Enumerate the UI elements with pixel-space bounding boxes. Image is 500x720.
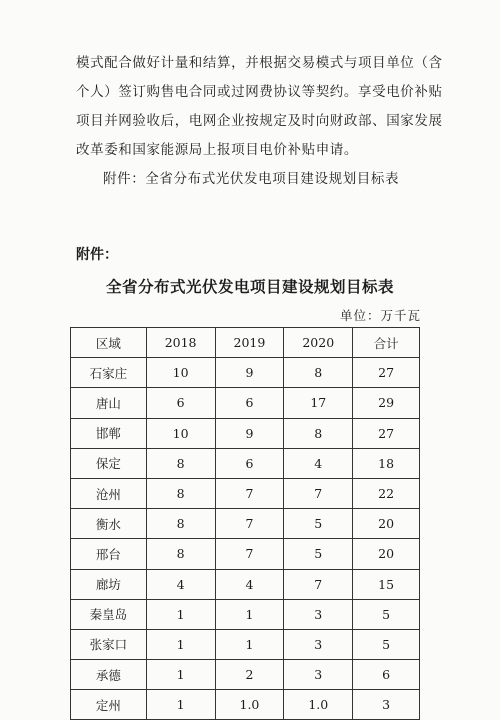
- table-row: [71, 418, 420, 448]
- table-row: [71, 358, 420, 388]
- table-cell: 22: [353, 478, 420, 508]
- table-cell: 4: [146, 569, 215, 599]
- table-cell: 7: [215, 509, 284, 539]
- table-cell: 1: [215, 599, 284, 629]
- table-cell: 1: [146, 690, 215, 720]
- table-cell: 5: [353, 599, 420, 629]
- table-cell: 8: [146, 509, 215, 539]
- table-row: [71, 448, 420, 478]
- table-cell: 9: [215, 418, 284, 448]
- paragraph-line: 项目并网验收后，电网企业按规定及时向财政部、国家发展: [76, 113, 443, 129]
- column-header: 2018: [146, 328, 215, 358]
- table-cell: 6: [215, 448, 284, 478]
- table-cell: 20: [353, 539, 420, 569]
- region-cell: 衡水: [71, 509, 147, 539]
- region-cell: 保定: [71, 448, 147, 478]
- region-cell: 邢台: [71, 539, 147, 569]
- table-cell: 15: [353, 569, 420, 599]
- table-row: [71, 539, 420, 569]
- table-cell: 27: [353, 418, 420, 448]
- table-cell: 27: [353, 358, 420, 388]
- attachment-note: 附件：全省分布式光伏发电项目建设规划目标表: [103, 171, 400, 187]
- table-cell: 8: [146, 448, 215, 478]
- region-cell: 唐山: [71, 388, 147, 418]
- table-row: [71, 478, 420, 508]
- table-cell: 5: [284, 509, 353, 539]
- table-row: [71, 690, 420, 720]
- body-paragraph: [76, 49, 448, 194]
- column-header: 合计: [353, 328, 420, 358]
- region-cell: 承德: [71, 660, 147, 690]
- table-row: [71, 509, 420, 539]
- table-body: [71, 358, 420, 720]
- table-cell: 1: [215, 629, 284, 659]
- table-cell: 3: [353, 690, 420, 720]
- table-cell: 1.0: [284, 690, 353, 720]
- table-cell: 7: [215, 478, 284, 508]
- table-row: [71, 388, 420, 418]
- plan-table: [70, 327, 420, 720]
- table-cell: 8: [284, 358, 353, 388]
- table-cell: 1: [146, 660, 215, 690]
- table-cell: 6: [215, 388, 284, 418]
- table-cell: 8: [146, 539, 215, 569]
- column-header: 2020: [284, 328, 353, 358]
- table-cell: 18: [353, 448, 420, 478]
- table-cell: 7: [215, 539, 284, 569]
- table-cell: 29: [353, 388, 420, 418]
- table-cell: 2: [215, 660, 284, 690]
- region-cell: 邯郸: [71, 418, 147, 448]
- attachment-heading: 附件：: [76, 247, 118, 263]
- column-header: 区域: [71, 328, 147, 358]
- region-cell: 沧州: [71, 478, 147, 508]
- table-cell: 17: [284, 388, 353, 418]
- table-cell: 20: [353, 509, 420, 539]
- table-title: 全省分布式光伏发电项目建设规划目标表: [105, 277, 394, 296]
- table-row: [71, 660, 420, 690]
- table-cell: 1: [146, 599, 215, 629]
- table-cell: 4: [284, 448, 353, 478]
- region-cell: 秦皇岛: [71, 599, 147, 629]
- region-cell: 张家口: [71, 629, 147, 659]
- region-cell: 石家庄: [71, 358, 147, 388]
- table-row: [71, 629, 420, 659]
- table-cell: 7: [284, 478, 353, 508]
- paragraph-line: 改革委和国家能源局上报项目电价补贴申请。: [76, 142, 358, 158]
- column-header: 2019: [215, 328, 284, 358]
- region-cell: 定州: [71, 690, 147, 720]
- table-cell: 7: [284, 569, 353, 599]
- table-row: [71, 599, 420, 629]
- paragraph-line: 个人）签订购售电合同或过网费协议等契约。享受电价补贴: [76, 84, 443, 100]
- table-cell: 3: [284, 599, 353, 629]
- table-cell: 5: [284, 539, 353, 569]
- table-cell: 3: [284, 660, 353, 690]
- paragraph-line: 模式配合做好计量和结算，并根据交易模式与项目单位（含: [76, 55, 443, 71]
- table-cell: 3: [284, 629, 353, 659]
- table-cell: 8: [146, 478, 215, 508]
- table-cell: 6: [146, 388, 215, 418]
- unit-label: 单位：万千瓦: [340, 308, 422, 323]
- table-cell: 1.0: [215, 690, 284, 720]
- table-row: [71, 569, 420, 599]
- table-cell: 8: [284, 418, 353, 448]
- table-cell: 1: [146, 629, 215, 659]
- table-cell: 10: [146, 358, 215, 388]
- table-header-row: [71, 328, 420, 358]
- region-cell: 廊坊: [71, 569, 147, 599]
- table-cell: 10: [146, 418, 215, 448]
- table-cell: 4: [215, 569, 284, 599]
- table-cell: 5: [353, 629, 420, 659]
- table-cell: 6: [353, 660, 420, 690]
- table-cell: 9: [215, 358, 284, 388]
